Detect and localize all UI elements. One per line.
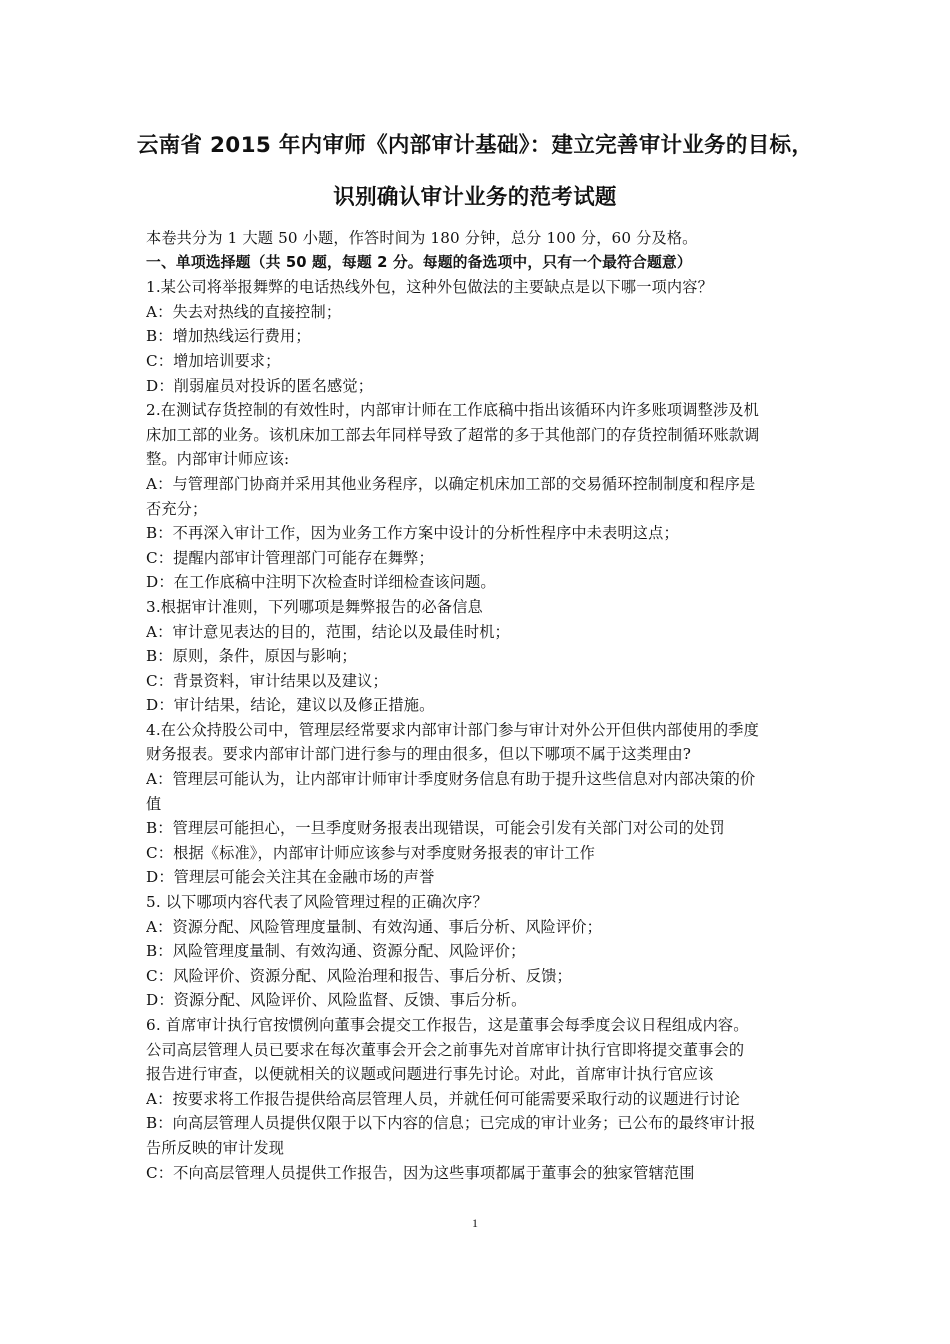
text-line: 值	[146, 794, 162, 813]
text-line: B：原则，条件，原因与影响；	[146, 647, 357, 666]
text-line: 公司高层管理人员已要求在每次董事会开会之前事先对首席审计执行官即将提交董事会的	[146, 1040, 745, 1059]
text-line: B：不再深入审计工作，因为业务工作方案中设计的分析性程序中未表明这点；	[146, 524, 679, 543]
text-line: 整。内部审计师应该:	[146, 450, 290, 469]
text-line: C：提醒内部审计管理部门可能存在舞弊；	[146, 548, 434, 567]
text-line: 床加工部的业务。该机床加工部去年同样导致了超常的多于其他部门的存货控制循环账款调	[146, 425, 760, 444]
text-line: 3.根据审计准则，下列哪项是舞弊报告的必备信息	[146, 597, 483, 616]
text-line: C：不向高层管理人员提供工作报告，因为这些事项都属于董事会的独家管辖范围	[146, 1163, 695, 1182]
text-line: B：增加热线运行费用；	[146, 327, 311, 346]
text-line: A：管理层可能认为，让内部审计师审计季度财务信息有助于提升这些信息对内部决策的价	[146, 770, 756, 789]
text-line: 1.某公司将举报舞弊的电话热线外包，这种外包做法的主要缺点是以下哪一项内容？	[146, 278, 713, 297]
text-line: 本卷共分为 1 大题 50 小题，作答时间为 180 分钟，总分 100 分，60 分及格。	[146, 229, 698, 247]
text-line: D：削弱雇员对投诉的匿名感觉；	[146, 376, 374, 395]
text-line: A：资源分配、风险管理度量制、有效沟通、事后分析、风险评价；	[146, 917, 602, 936]
document-title-line-1: 云南省 2015 年内审师《内部审计基础》：建立完善审计业务的目标，	[136, 133, 814, 158]
text-line: 报告进行审查，以便就相关的议题或问题进行事先讨论。对此，首席审计执行官应该	[146, 1065, 714, 1084]
text-line: A：按要求将工作报告提供给高层管理人员，并就任何可能需要采取行动的议题进行讨论	[146, 1089, 740, 1108]
text-line: 否充分；	[146, 499, 208, 518]
text-line: D：管理层可能会关注其在金融市场的声誉	[146, 868, 435, 887]
text-line: 4.在公众持股公司中，管理层经常要求内部审计部门参与审计对外公开但供内部使用的季度	[146, 720, 759, 739]
document-title-line-2: 识别确认审计业务的范考试题	[333, 185, 617, 210]
text-line: 5. 以下哪项内容代表了风险管理过程的正确次序？	[146, 893, 488, 912]
text-line: C：背景资料，审计结果以及建议；	[146, 671, 388, 690]
text-line: D：资源分配、风险评价、风险监督、反馈、事后分析。	[146, 991, 527, 1010]
text-line: A：失去对热线的直接控制；	[146, 302, 342, 321]
text-line: 2.在测试存货控制的有效性时，内部审计师在工作底稿中指出该循环内许多账项调整涉及机	[146, 401, 759, 420]
text-line: C：根据《标准》，内部审计师应该参与对季度财务报表的审计工作	[146, 843, 595, 862]
text-line: D：审计结果，结论，建议以及修正措施。	[146, 696, 435, 715]
text-line: B：风险管理度量制、有效沟通、资源分配、风险评价；	[146, 942, 526, 961]
text-line: C：风险评价、资源分配、风险治理和报告、事后分析、反馈；	[146, 966, 572, 985]
text-line: D：在工作底稿中注明下次检查时详细检查该问题。	[146, 573, 496, 592]
text-line: 6. 首席审计执行官按惯例向董事会提交工作报告，这是董事会每季度会议日程组成内容。	[146, 1016, 749, 1034]
text-line: B：向高层管理人员提供仅限于以下内容的信息；已完成的审计业务；已公布的最终审计报	[146, 1114, 756, 1133]
text-line: 财务报表。要求内部审计部门进行参与的理由很多，但以下哪项不属于这类理由?	[146, 745, 692, 764]
text-line: A：审计意见表达的目的，范围，结论以及最佳时机；	[146, 622, 510, 641]
text-line: B：管理层可能担心，一旦季度财务报表出现错误，可能会引发有关部门对公司的处罚	[146, 819, 725, 838]
text-line: C：增加培训要求；	[146, 351, 281, 370]
text-line: 告所反映的审计发现	[146, 1138, 285, 1157]
text-line: A：与管理部门协商并采用其他业务程序，以确定机床加工部的交易循环控制制度和程序是	[146, 474, 756, 493]
document-body	[146, 226, 814, 1185]
section-heading: 一、单项选择题（共 50 题，每题 2 分。每题的备选项中，只有一个最符合题意）	[146, 253, 692, 271]
page-number: 1	[472, 1216, 478, 1230]
